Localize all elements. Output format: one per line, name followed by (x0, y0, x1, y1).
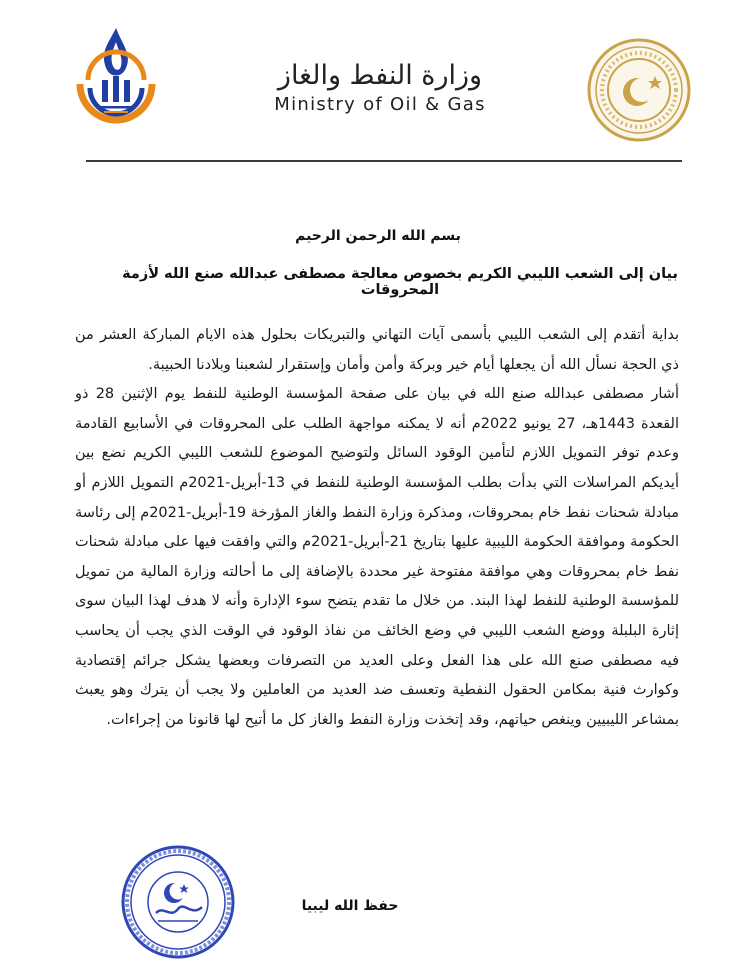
closing-line: حفظ الله ليبيا (301, 898, 399, 914)
ministry-name-block (230, 60, 530, 115)
ministry-flame-logo-icon (66, 22, 166, 142)
state-seal-icon (585, 36, 693, 144)
letter-body (75, 321, 679, 735)
header-divider (86, 160, 682, 162)
bismillah-heading: بسم الله الرحمن الرحيم (295, 228, 461, 244)
ministry-stamp-icon (118, 843, 238, 961)
ministry-name-arabic: وزارة النفط والغاز (277, 60, 483, 91)
letter-subject: بيان إلى الشعب الليبي الكريم بخصوص معالجة مصطفى عبدالله صنع الله لأزمة المحروقات (122, 266, 678, 298)
paragraph-greeting: بداية أتقدم إلى الشعب الليبي بأسمى آيات التهاني والتبريكات بحلول هذه الايام المباركة العشر من ذي الحجة نسأل الله أن يجعلها أيام خير وبركة وأمن وأمان وإستقرار لشعبنا وبلادنا الحبيبة. (75, 327, 679, 373)
paragraph-statement: أشار مصطفى عبدالله صنع الله في بيان على صفحة المؤسسة الوطنية للنفط يوم الإثنين 28 ذو القعدة 1443هـ، 27 يونيو 2022م أنه لا يمكنه مواجهة الطلب على المحروقات في الأسابيع القادمة وعدم توفر التمويل اللازم لتأمين الوقود السائل ولتوضيح الموضوع للشعب الليبي الكريم نضع بين أيديكم المراسلات التي بدأت بطلب المؤسسة الوطنية للنفط في 13-أبريل-2021م التمويل اللازم أو مبادلة شحنات نفط خام بمحروقات، ومذكرة وزارة النفط والغاز المؤرخة 19-أبريل-2021م إلى رئاسة الحكومة وموافقة الحكومة الليبية عليها بتاريخ 21-أبريل-2021م والتي وافقت فيها على مبادلة شحنات نفط خام بمحروقات وهي موافقة مفتوحة غير محددة بالإضافة إلى ما أحالته وزارة المالية من تمويل للمؤسسة الوطنية للنفط لهذا البند. من خلال ما تقدم يتضح سوء الإدارة وأنه لا هدف لهذا البيان سوى إثارة البلبلة ووضع الشعب الليبي في وضع الخائف من نفاذ الوقود في الوقت الذي يجب أن يحاسب فيه مصطفى صنع الله على هذا الفعل وعلى العديد من التصرفات وبعضها يشكل جرائم إقتصادية وكوارث فنية بمكامن الحقول النفطية وتعسف ضد العديد من العاملين ولا يجب أن يترك وهو يعبث بمشاعر الليبيين وينغص حياتهم، وقد إتخذت وزارة النفط والغاز كل ما أتيح لها قانونا من إجراءات. (75, 386, 680, 728)
ministry-name-english: Ministry of Oil & Gas (274, 94, 486, 115)
